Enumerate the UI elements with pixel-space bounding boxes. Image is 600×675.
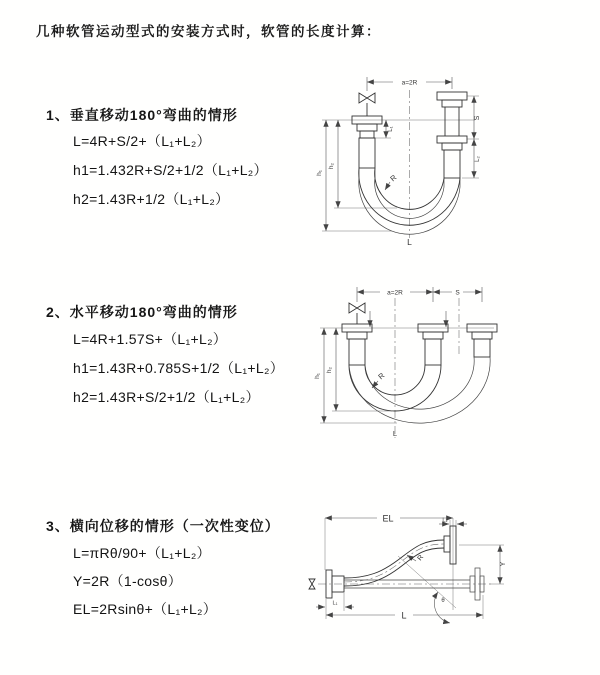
braided-hose-section [349, 339, 365, 365]
section-3-formula-L: L=πRθ/90+（L₁+L₂） [73, 545, 211, 561]
dim-label-l2: L₂ [475, 156, 481, 162]
centerlines [318, 518, 494, 610]
dim-label-l1: L₁ [388, 126, 394, 132]
dim-label-r: R [416, 553, 426, 563]
dim-label-h1: h₁ [316, 170, 323, 176]
hose-drawing [342, 303, 497, 423]
braided-hose-section [474, 339, 490, 357]
diagram-lateral-displacement [298, 498, 598, 668]
section-3-heading: 3、横向位移的情形（一次性变位） [46, 518, 280, 534]
section-1-formula-L: L=4R+S/2+（L₁+L₂） [73, 133, 211, 149]
braided-hose-section [444, 150, 460, 178]
dim-label-r: R [388, 172, 399, 184]
dim-label-a2r: a=2R [387, 289, 403, 297]
dim-label-y: Y [500, 561, 507, 567]
dim-label-h2: h₂ [328, 162, 335, 170]
diagram-horizontal-180-bend [312, 278, 590, 463]
dimension-labels [333, 514, 507, 621]
dim-label-a2r: a=2R [401, 79, 418, 87]
section-2-formula-L: L=4R+1.57S+（L₁+L₂） [73, 331, 228, 347]
section-2-heading: 2、水平移动180°弯曲的情形 [46, 304, 238, 320]
hose-drawing [309, 526, 484, 600]
dim-label-l: L [401, 610, 407, 621]
valve-icon [359, 93, 367, 103]
dim-label-l2: L₂ [442, 517, 448, 524]
section-1-heading: 1、垂直移动180°弯曲的情形 [46, 107, 238, 123]
dim-label-s: S [474, 115, 481, 121]
dim-label-theta: θ [441, 598, 445, 604]
dim-label-l: L [392, 429, 398, 438]
braided-hose-section [425, 339, 441, 365]
dim-label-l1: L₁ [332, 600, 338, 607]
dim-label-h2: h₂ [326, 366, 333, 374]
page-title: 几种软管运动型式的安装方式时，软管的长度计算： [36, 24, 381, 39]
centerlines [320, 298, 494, 438]
section-2-formula-h1: h1=1.43R+0.785S+1/2（L₁+L₂） [73, 360, 284, 376]
dim-label-el: EL [382, 513, 394, 524]
centerlines [322, 90, 475, 238]
diagram-vertical-180-bend [312, 68, 590, 268]
section-2-formula-h2: h2=1.43R+S/2+1/2（L₁+L₂） [73, 389, 260, 405]
section-3-formula-EL: EL=2Rsinθ+（L₁+L₂） [73, 601, 218, 617]
dim-label-h1: h₁ [314, 373, 321, 379]
section-3-formula-Y: Y=2R（1-cosθ） [73, 573, 183, 589]
valve-icon [349, 303, 357, 313]
dim-label-s: S [455, 289, 460, 297]
section-1-formula-h2: h2=1.43R+1/2（L₁+L₂） [73, 191, 230, 207]
dimension-lines [320, 287, 482, 423]
section-1-formula-h1: h1=1.432R+S/2+1/2（L₁+L₂） [73, 162, 268, 178]
dim-label-r: R [376, 370, 387, 382]
braided-hose-section [359, 138, 375, 168]
dimension-lines [316, 512, 504, 623]
dim-label-l: L [407, 237, 412, 247]
dimension-labels [316, 80, 481, 248]
